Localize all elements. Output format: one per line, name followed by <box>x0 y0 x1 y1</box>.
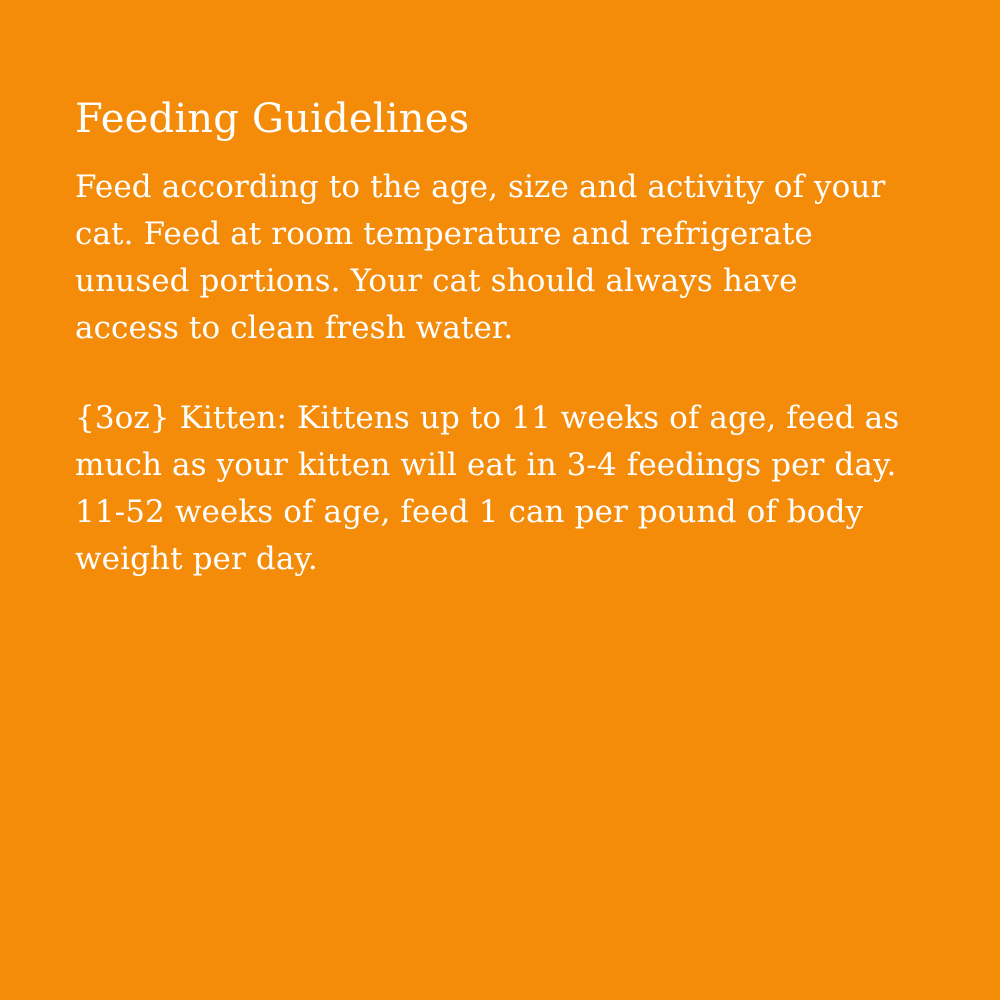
kitten-feeding-paragraph: {3oz} Kitten: Kittens up to 11 weeks of age, feed as much as your kitten will eat in 3-4 feedings per day. 11-52 weeks of age, feed 1 can per pound of body weight per day. <box>75 400 900 577</box>
page-title: Feeding Guidelines <box>75 96 470 142</box>
feeding-instructions-paragraph: Feed according to the age, size and activity of your cat. Feed at room temperature and refrigerate unused portions. Your cat should always have access to clean fresh water. <box>75 169 886 346</box>
